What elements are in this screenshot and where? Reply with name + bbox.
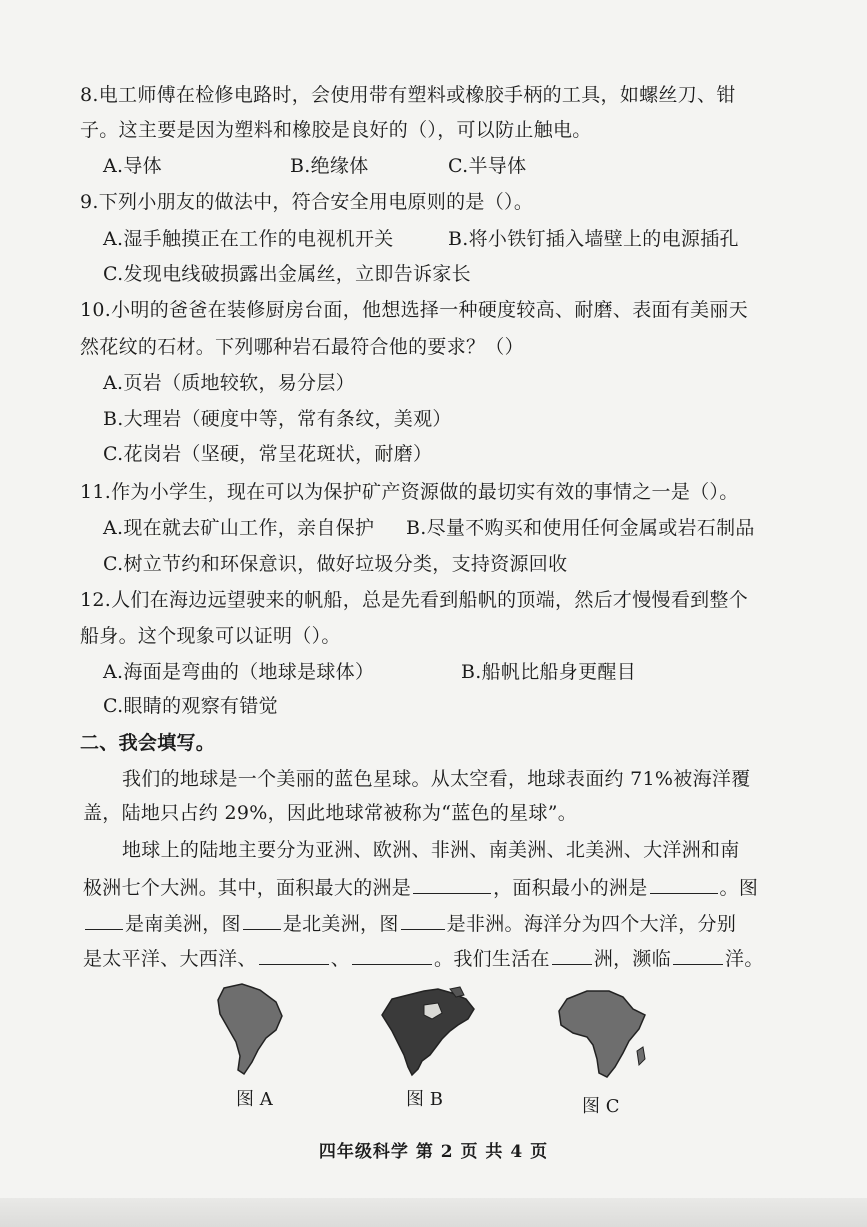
text-fragment: 极洲七个大洲。其中，面积最大的洲是 <box>83 877 412 899</box>
blank-ocean-4[interactable] <box>352 944 432 965</box>
blank-ocean-3[interactable] <box>259 944 329 965</box>
page-footer: 四年级科学 第 2 页 共 4 页 <box>318 1142 549 1162</box>
blank-north-america-figure[interactable] <box>243 909 281 930</box>
map-b-caption: 图 B <box>406 1089 443 1110</box>
blank-our-continent[interactable] <box>552 944 592 965</box>
q12-option-c: C.眼睛的观察有错觉 <box>103 695 278 717</box>
q11-option-b: B.尽量不购买和使用任何金属或岩石制品 <box>406 517 755 539</box>
text-fragment: 洲，濒临 <box>593 948 672 970</box>
section2-p2-line2 <box>83 873 758 901</box>
africa-map <box>553 985 653 1085</box>
section2-title: 二、我会填写。 <box>80 732 216 754</box>
q8-option-c: C.半导体 <box>448 155 527 177</box>
blank-africa-figure[interactable] <box>401 909 445 930</box>
q12-stem-line1: 12.人们在海边远望驶来的帆船，总是先看到船帆的顶端，然后才慢慢看到整个 <box>80 589 749 611</box>
section2-p2-line3 <box>83 909 736 937</box>
text-fragment: 、 <box>330 948 351 970</box>
text-fragment: 是太平洋、大西洋、 <box>83 948 257 970</box>
text-fragment: 。我们生活在 <box>434 948 550 970</box>
q10-option-a: A.页岩（质地较软，易分层） <box>103 372 355 394</box>
text-fragment: 洋。 <box>725 948 764 970</box>
map-c-caption: 图 C <box>582 1096 620 1117</box>
q11-stem-line1: 11.作为小学生，现在可以为保护矿产资源做的最切实有效的事情之一是（）。 <box>80 481 739 503</box>
south-america-map <box>210 980 290 1080</box>
section2-p1-line1: 我们的地球是一个美丽的蓝色星球。从太空看，地球表面约 71%被海洋覆 <box>122 768 751 790</box>
q10-stem-line2: 然花纹的石材。下列哪种岩石最符合他的要求？（） <box>80 336 524 358</box>
q9-stem-line1: 9.下列小朋友的做法中，符合安全用电原则的是（）。 <box>80 191 534 213</box>
blank-smallest-continent[interactable] <box>650 873 718 894</box>
q12-stem-line2: 船身。这个现象可以证明（）。 <box>80 625 341 647</box>
text-fragment: 是北美洲，图 <box>282 913 399 935</box>
q9-option-c: C.发现电线破损露出金属丝，立即告诉家长 <box>103 263 471 285</box>
q8-option-a: A.导体 <box>103 155 162 177</box>
text-fragment: ，面积最小的洲是 <box>493 877 648 899</box>
blank-our-ocean[interactable] <box>673 944 723 965</box>
q11-option-c: C.树立节约和环保意识，做好垃圾分类，支持资源回收 <box>103 553 568 575</box>
q10-option-b: B.大理岩（硬度中等，常有条纹，美观） <box>103 408 452 430</box>
scan-edge <box>0 1198 867 1227</box>
section2-p1-line2: 盖，陆地只占约 29%，因此地球常被称为“蓝色的星球”。 <box>83 802 578 824</box>
q10-stem-line1: 10.小明的爸爸在装修厨房台面，他想选择一种硬度较高、耐磨、表面有美丽天 <box>80 299 749 321</box>
section2-p2-line4 <box>83 944 764 972</box>
q9-option-b: B.将小铁钉插入墙壁上的电源插孔 <box>448 228 739 250</box>
q12-option-a: A.海面是弯曲的（地球是球体） <box>103 661 375 683</box>
q11-option-a: A.现在就去矿山工作，亲自保护 <box>103 517 375 539</box>
text-fragment: 。图 <box>719 877 759 899</box>
blank-south-america-figure[interactable] <box>85 909 123 930</box>
q8-stem-line1: 8.电工师傅在检修电路时，会使用带有塑料或橡胶手柄的工具，如螺丝刀、钳 <box>80 84 736 106</box>
text-fragment: 是南美洲，图 <box>125 913 241 935</box>
q12-option-b: B.船帆比船身更醒目 <box>461 661 637 683</box>
north-america-map <box>378 985 478 1080</box>
blank-largest-continent[interactable] <box>413 873 491 894</box>
q10-option-c: C.花岗岩（坚硬，常呈花斑状，耐磨） <box>103 443 433 465</box>
q8-stem-line2: 子。这主要是因为塑料和橡胶是良好的（），可以防止触电。 <box>80 119 592 141</box>
map-a-caption: 图 A <box>236 1089 273 1110</box>
q8-option-b: B.绝缘体 <box>290 155 369 177</box>
q9-option-a: A.湿手触摸正在工作的电视机开关 <box>103 228 394 250</box>
section2-p2-line1: 地球上的陆地主要分为亚洲、欧洲、非洲、南美洲、北美洲、大洋洲和南 <box>122 839 740 861</box>
text-fragment: 是非洲。海洋分为四个大洋，分别 <box>446 913 737 935</box>
